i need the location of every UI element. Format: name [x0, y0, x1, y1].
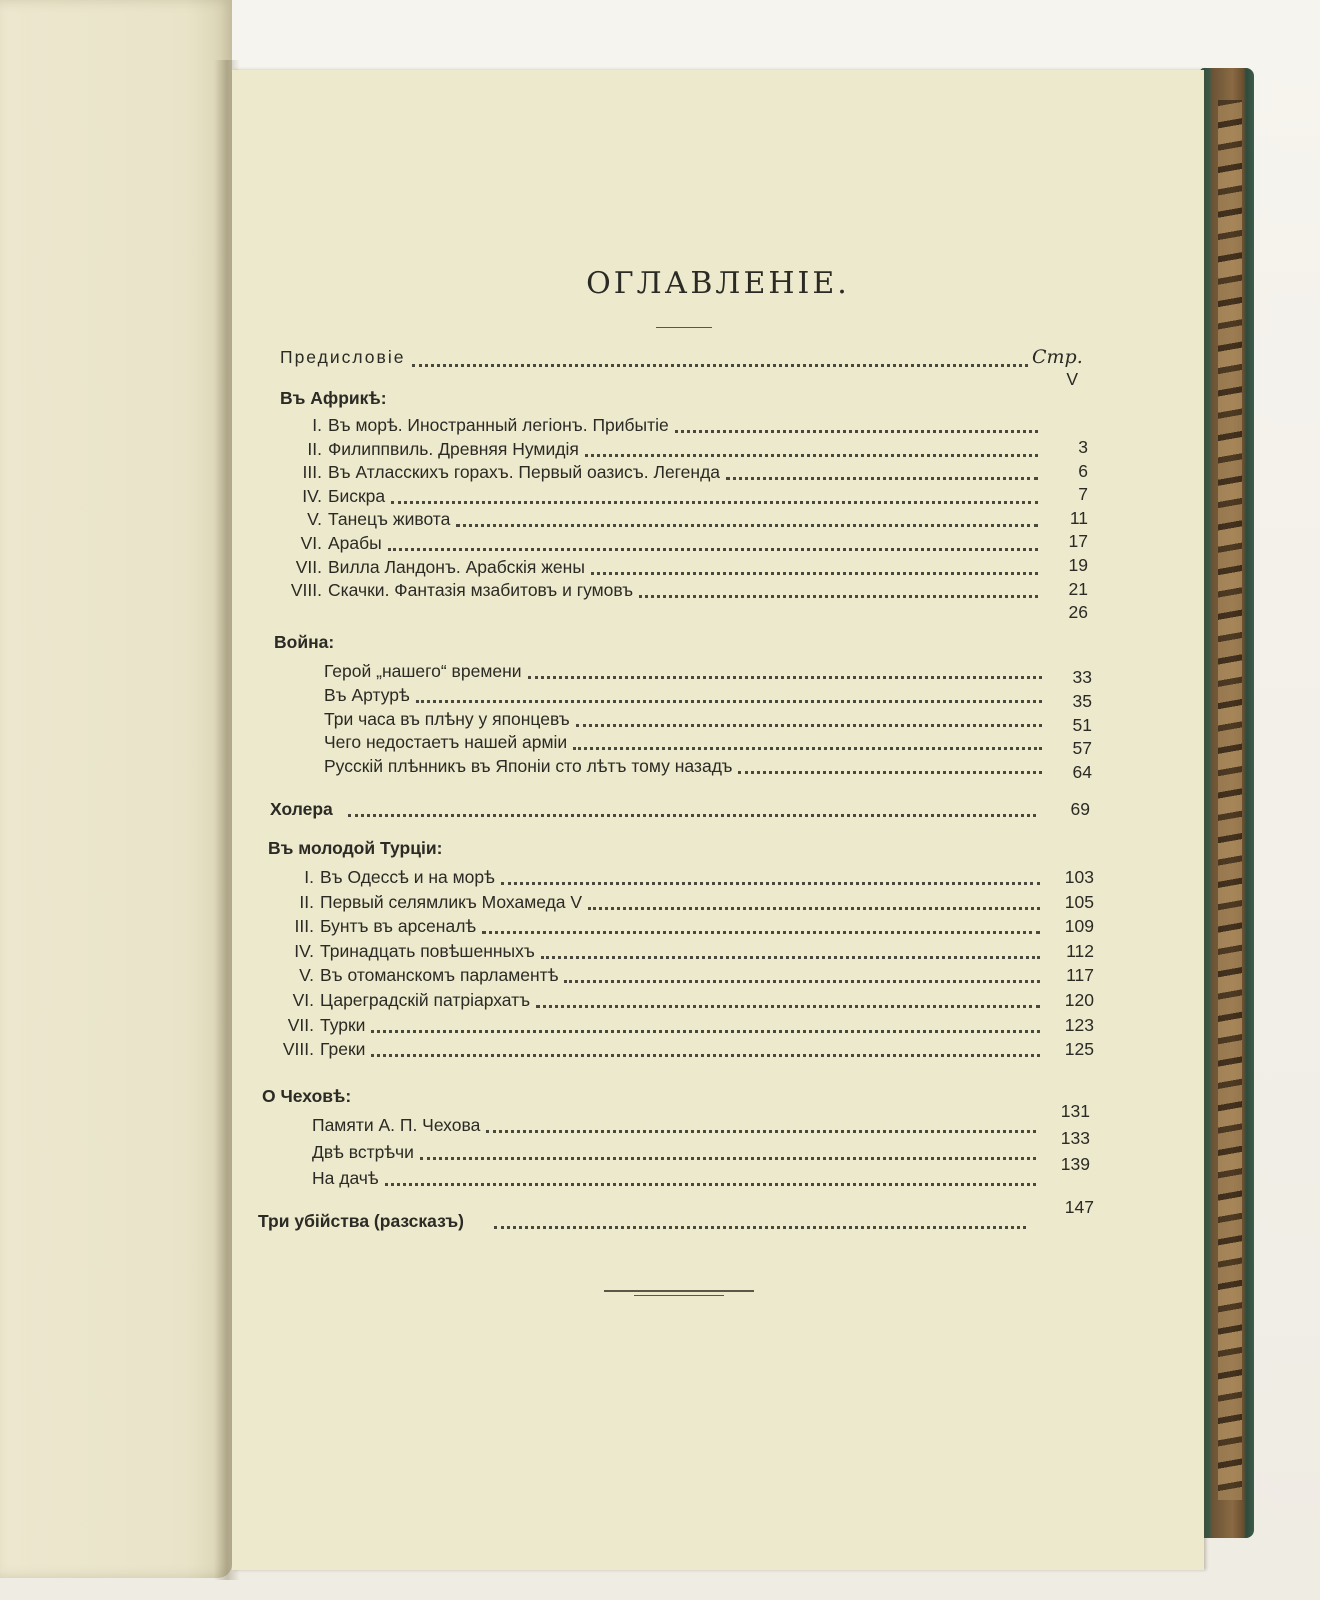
leader-dots — [738, 771, 1042, 774]
toc-entry-title — [268, 866, 495, 888]
leader-dots — [420, 1157, 1036, 1160]
toc-entry-title — [276, 579, 633, 601]
leader-dots — [675, 430, 1038, 433]
toc-page-number: 123 — [1064, 1014, 1094, 1035]
leader-dots — [371, 1054, 1040, 1057]
chapter-title: Первый селямликъ Мохамеда V — [320, 891, 583, 912]
leader-dots — [564, 980, 1040, 983]
toc-page-number: 64 — [1072, 762, 1092, 783]
toc-entry-title — [312, 1114, 480, 1136]
toc-row — [232, 989, 1204, 1015]
toc-entry-title — [276, 556, 585, 578]
toc-row — [232, 915, 1204, 941]
leader-dots — [412, 364, 1028, 367]
toc-page-number: 131 — [1060, 1101, 1090, 1121]
chapter-numeral: VII. — [287, 1014, 314, 1035]
chapter-title: Русскій плѣнникъ въ Японіи сто лѣтъ тому назадъ — [324, 756, 733, 777]
chapter-title: Герой „нашего“ времени — [324, 661, 522, 681]
page-title: ОГЛАВЛЕНІЕ. — [586, 266, 850, 301]
chapter-title: Въ отоманскомъ парламентѣ — [320, 965, 559, 986]
section-title-africa: Въ Африкѣ: — [280, 388, 387, 408]
toc-row — [232, 660, 1204, 686]
section-title-war: Война: — [274, 632, 335, 652]
chapter-numeral: I. — [304, 867, 314, 887]
toc-row — [232, 964, 1204, 990]
leader-dots — [388, 548, 1038, 551]
chapter-numeral: III. — [302, 462, 322, 483]
leader-dots — [486, 1130, 1036, 1133]
chapter-title: Въ Артурѣ — [324, 684, 410, 705]
leader-dots — [528, 676, 1042, 679]
toc-page-number: 11 — [1069, 507, 1088, 528]
section-title-turkey: Въ молодой Турціи: — [268, 838, 443, 858]
cover-marbled-pattern — [1218, 100, 1242, 1500]
chapter-numeral: V. — [299, 965, 314, 986]
chapter-title: Три часа въ плѣну у японцевъ — [324, 708, 570, 729]
leader-dots — [726, 477, 1038, 480]
chapter-numeral: V. — [307, 509, 322, 530]
toc-page-number: 21 — [1068, 578, 1088, 599]
leader-dots — [588, 907, 1040, 910]
toc-page-number: 6 — [1078, 460, 1088, 481]
toc-row — [232, 940, 1204, 966]
toc-page-number: 147 — [1064, 1197, 1094, 1217]
toc-page-number: 120 — [1064, 990, 1094, 1010]
leader-dots — [573, 747, 1042, 750]
closing-rule-thin — [634, 1295, 724, 1296]
toc-row — [232, 755, 1204, 781]
toc-entry-title — [268, 940, 535, 962]
toc-row — [232, 731, 1204, 757]
toc-entry-title — [268, 964, 558, 986]
toc-page-number: 57 — [1072, 738, 1092, 759]
toc-row — [232, 866, 1204, 892]
toc-entry-title — [268, 891, 582, 913]
chapter-numeral: I. — [312, 415, 322, 435]
toc-page-number: 112 — [1066, 940, 1094, 961]
leader-dots — [536, 1005, 1040, 1008]
chapter-title: Вилла Ландонъ. Арабскія жены — [328, 556, 585, 577]
toc-page-number: 105 — [1064, 891, 1094, 912]
chapter-title: Чего недостаетъ нашей арміи — [324, 732, 568, 753]
toc-page-number: 7 — [1078, 484, 1088, 505]
toc-entry-title — [268, 1014, 365, 1036]
toc-page-number: 26 — [1068, 602, 1088, 623]
toc-row — [232, 891, 1204, 917]
chapter-numeral: IV. — [302, 485, 322, 506]
leader-dots — [585, 454, 1038, 457]
toc-page-number: 51 — [1072, 714, 1092, 735]
chapter-numeral: VI. — [300, 533, 322, 553]
chapter-numeral: II. — [307, 438, 322, 459]
title-rule — [656, 327, 712, 328]
leader-dots — [482, 931, 1040, 934]
chapter-title: Турки — [320, 1014, 366, 1035]
chapter-title: Въ Одессѣ и на морѣ — [320, 867, 495, 887]
toc-page-number: 133 — [1060, 1127, 1090, 1148]
toc-page-number: 125 — [1064, 1039, 1094, 1060]
leader-dots — [494, 1226, 1026, 1229]
chapter-numeral: III. — [294, 916, 314, 937]
chapter-title: Греки — [320, 1039, 366, 1060]
chapter-title: Арабы — [328, 533, 382, 553]
toc-row-preface — [232, 346, 1204, 389]
leader-dots — [371, 1030, 1040, 1033]
chapter-title: Двѣ встрѣчи — [312, 1141, 414, 1162]
leader-dots — [576, 724, 1042, 727]
toc-entry-title: Холера — [270, 799, 333, 819]
leader-dots — [385, 1183, 1036, 1186]
chapter-numeral: II. — [299, 891, 314, 912]
toc-page-number: 117 — [1066, 965, 1094, 986]
chapter-numeral: VII. — [295, 556, 322, 577]
toc-entry-title — [276, 532, 382, 554]
chapter-numeral: IV. — [294, 940, 314, 961]
toc-row-cholera — [232, 798, 1204, 824]
toc-page-number: 33 — [1072, 667, 1092, 687]
toc-page-number: 109 — [1064, 916, 1094, 937]
leader-dots — [391, 501, 1038, 504]
toc-row — [232, 579, 1204, 623]
section-title-chekhov: О Чеховѣ: — [262, 1086, 352, 1106]
leader-dots — [639, 595, 1038, 598]
toc-page-number: 139 — [1060, 1154, 1090, 1175]
leader-dots — [348, 814, 1036, 817]
chapter-title: Скачки. Фантазія мзабитовъ и гумовъ — [328, 580, 634, 601]
toc-page-number: 103 — [1064, 867, 1094, 887]
leader-dots — [591, 572, 1038, 575]
toc-entry-title — [324, 708, 570, 730]
toc-entry-title — [312, 1141, 414, 1163]
closing-rule — [604, 1290, 754, 1292]
toc-entry-title — [276, 414, 669, 436]
chapter-title: На дачѣ — [312, 1168, 379, 1189]
toc-entry-title — [324, 731, 567, 753]
toc-page-number: 35 — [1072, 690, 1092, 711]
toc-entry-title — [276, 461, 720, 483]
toc-row — [232, 1154, 1204, 1193]
leader-dots — [456, 524, 1038, 527]
toc-page-number: 3 — [1078, 437, 1088, 457]
toc-entry-title — [276, 438, 579, 460]
toc-entry-title — [324, 684, 410, 706]
chapter-numeral: VI. — [292, 990, 314, 1010]
toc-page-number: 19 — [1068, 555, 1088, 575]
toc-entry-title — [276, 485, 385, 507]
chapter-numeral: VIII. — [290, 580, 322, 601]
leader-dots — [416, 700, 1042, 703]
toc-entry-title — [268, 1038, 365, 1060]
toc-entry-title — [268, 915, 476, 937]
leader-dots — [501, 882, 1040, 885]
leader-dots — [541, 956, 1040, 959]
chapter-title: Танецъ живота — [328, 509, 451, 530]
contents-page — [232, 70, 1204, 1570]
toc-page-number: 17 — [1068, 531, 1088, 552]
toc-row — [232, 1014, 1204, 1040]
toc-entry-title — [324, 660, 522, 682]
chapter-title: Филиппвиль. Древняя Нумидія — [328, 438, 579, 459]
toc-row — [232, 684, 1204, 710]
toc-row — [232, 708, 1204, 734]
toc-entry-title — [324, 755, 732, 777]
toc-row — [232, 1038, 1204, 1064]
chapter-title: Въ Атласскихъ горахъ. Первый оазисъ. Легенда — [328, 462, 721, 483]
toc-entry-title — [276, 508, 450, 530]
chapter-title: Тринадцать повѣшенныхъ — [320, 940, 535, 961]
chapter-title: Памяти А. П. Чехова — [312, 1115, 481, 1135]
toc-entry-title — [268, 989, 530, 1011]
toc-row-murders — [232, 1197, 1204, 1236]
toc-entry-title: Предисловіе — [280, 347, 406, 367]
page-column-label: Стр. — [1032, 346, 1083, 368]
toc-entry-title — [312, 1167, 379, 1189]
toc-page-number: V — [1066, 369, 1078, 389]
chapter-title: Въ морѣ. Иностранный легіонъ. Прибытіе — [328, 415, 669, 435]
toc-page-number: 69 — [1070, 799, 1090, 819]
chapter-title: Бунтъ въ арсеналѣ — [320, 916, 477, 937]
toc-entry-title: Три убійства (разсказъ) — [258, 1211, 464, 1231]
left-page — [0, 0, 232, 1578]
chapter-title: Цареградскій патріархатъ — [320, 990, 531, 1010]
page-content — [232, 70, 1204, 1570]
chapter-title: Бискра — [328, 485, 386, 506]
chapter-numeral: VIII. — [282, 1039, 314, 1060]
